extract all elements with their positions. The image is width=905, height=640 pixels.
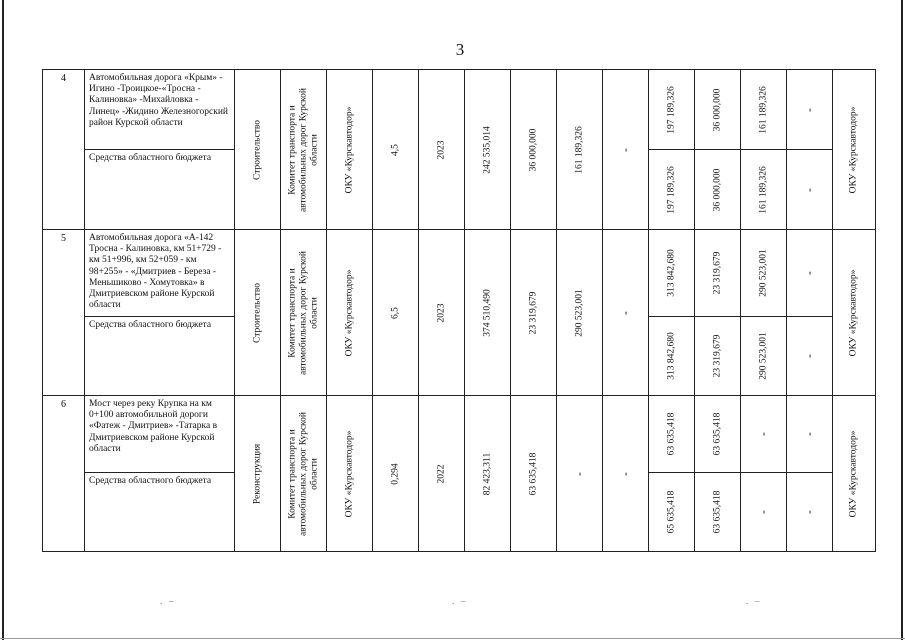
funding-col-b: 290 523,001	[573, 288, 584, 337]
object-name: Мост через реку Крупка на км 0+100 автомобильной дороги «Фатеж - Дмитриев» -Татарка в Дмитриевском районе Курской области	[85, 396, 235, 473]
funding-col-a-cell	[511, 70, 557, 230]
funding-source: Средства областного бюджета	[85, 473, 235, 552]
funding-source: Средства областного бюджета	[85, 317, 235, 396]
customer-cell	[281, 70, 327, 230]
budget-year-1-cell	[695, 317, 741, 396]
length-km-cell	[373, 230, 419, 396]
commission-year: 2023	[435, 303, 446, 322]
commission-year-cell	[419, 70, 465, 230]
commission-year: 2022	[435, 464, 446, 483]
page-edge-left	[2, 0, 4, 640]
budget-year-3: -	[803, 187, 816, 192]
funding-col-c-cell	[603, 70, 649, 230]
budget-year-2-cell	[741, 150, 787, 230]
plan-year-3-cell	[787, 396, 833, 473]
customer-cell	[281, 230, 327, 396]
funding-col-a-cell	[511, 396, 557, 552]
budget-year-1: 63 635,418	[711, 490, 722, 534]
budget-year-2-cell	[741, 473, 787, 552]
budget-total: 197 189,326	[665, 165, 676, 214]
funding-col-b-cell	[557, 396, 603, 552]
projects-table	[42, 69, 876, 552]
responsible-executor: ОКУ «Курскавтодор»	[848, 106, 859, 193]
funding-col-a: 63 635,418	[527, 452, 538, 495]
object-name: Автомобильная дорога «А-142 Тросна - Калиновка, км 51+729 - км 51+996, км 52+059 - км 98+255» - «Дмитриев - Береза - Меньшиково - Хомутовка» в Дмитриевском районе Курской области	[85, 230, 235, 317]
funding-col-a: 23 319,679	[527, 291, 538, 334]
responsible-cell	[833, 70, 876, 230]
scan-artifact: . –	[160, 596, 174, 606]
plan-year-2-cell	[741, 70, 787, 150]
table-row	[43, 230, 876, 317]
plan-year-1: 63 635,418	[711, 412, 722, 456]
work-type-cell	[235, 396, 281, 552]
plan-total: 313 842,680	[665, 249, 676, 297]
responsible-cell	[833, 230, 876, 396]
plan-year-1-cell	[695, 70, 741, 150]
work-type: Реконструкция	[251, 443, 262, 504]
length-km-cell	[373, 70, 419, 230]
row-number: 6	[43, 396, 85, 552]
work-type-cell	[235, 230, 281, 396]
customer: Комитет транспорта и автомобильных дорог Курской области	[287, 250, 319, 375]
budget-year-3: -	[803, 354, 816, 358]
plan-year-2: 290 523,001	[757, 249, 768, 297]
plan-total-cell	[649, 396, 695, 473]
executor: ОКУ «Курскавтодор»	[343, 106, 354, 193]
row-number: 5	[43, 230, 85, 396]
budget-total: 313 842,680	[665, 332, 676, 380]
plan-total: 197 189,326	[665, 85, 676, 134]
executor-cell	[327, 230, 373, 396]
funding-col-b-cell	[557, 70, 603, 230]
length-km: 4,5	[389, 143, 400, 156]
funding-col-c: -	[619, 147, 632, 152]
funding-source: Средства областного бюджета	[85, 150, 235, 230]
funding-col-a-cell	[511, 230, 557, 396]
responsible-executor: ОКУ «Курскавтодор»	[848, 269, 859, 356]
plan-total: 63 635,418	[665, 412, 676, 456]
budget-total: 65 635,418	[665, 490, 676, 534]
funding-col-a: 36 000,000	[527, 128, 538, 171]
length-km-cell	[373, 396, 419, 552]
plan-year-2-cell	[741, 396, 787, 473]
plan-year-3: -	[803, 432, 816, 436]
budget-year-1-cell	[695, 473, 741, 552]
object-name: Автомобильная дорога «Крым» - Игино -Троицкое-«Тросна - Калиновка» -Михайловка - Линец» -Жидино Железногорский район Курской области	[85, 70, 235, 150]
page-edge-right	[901, 0, 903, 640]
plan-year-3: -	[803, 271, 816, 275]
budget-year-1-cell	[695, 150, 741, 230]
plan-year-1: 36 000,000	[711, 88, 722, 131]
funding-col-c-cell	[603, 230, 649, 396]
budget-year-3: -	[803, 510, 816, 514]
scan-artifact: . –	[746, 596, 760, 606]
estimated-cost-cell	[465, 230, 511, 396]
table-row	[43, 396, 876, 473]
budget-total-cell	[649, 317, 695, 396]
table-row	[43, 70, 876, 150]
budget-year-1: 36 000,000	[711, 168, 722, 211]
funding-col-b-cell	[557, 230, 603, 396]
estimated-cost: 82 423,311	[481, 452, 492, 495]
executor-cell	[327, 70, 373, 230]
plan-year-2-cell	[741, 230, 787, 317]
estimated-cost: 242 535,014	[481, 125, 492, 174]
plan-year-1-cell	[695, 396, 741, 473]
work-type: Строительство	[251, 282, 262, 343]
customer-cell	[281, 396, 327, 552]
budget-year-2: 290 523,001	[757, 332, 768, 380]
funding-col-c: -	[619, 471, 632, 476]
responsible-cell	[833, 396, 876, 552]
funding-col-b: -	[573, 471, 586, 476]
budget-year-1: 23 319,679	[711, 334, 722, 378]
executor: ОКУ «Курскавтодор»	[343, 269, 354, 356]
funding-col-c: -	[619, 310, 632, 315]
budget-total-cell	[649, 473, 695, 552]
estimated-cost-cell	[465, 70, 511, 230]
budget-year-2-cell	[741, 317, 787, 396]
executor: ОКУ «Курскавтодор»	[343, 430, 354, 517]
work-type: Строительство	[251, 119, 262, 180]
commission-year-cell	[419, 396, 465, 552]
budget-total-cell	[649, 150, 695, 230]
budget-year-3-cell	[787, 473, 833, 552]
plan-year-2: -	[757, 432, 770, 436]
responsible-executor: ОКУ «Курскавтодор»	[848, 430, 859, 517]
executor-cell	[327, 396, 373, 552]
estimated-cost: 374 510,490	[481, 288, 492, 337]
plan-year-3-cell	[787, 70, 833, 150]
budget-year-3-cell	[787, 150, 833, 230]
plan-year-1-cell	[695, 230, 741, 317]
commission-year-cell	[419, 230, 465, 396]
customer: Комитет транспорта и автомобильных дорог Курской области	[287, 411, 319, 536]
page-edge-bottom	[0, 638, 905, 639]
customer: Комитет транспорта и автомобильных дорог Курской области	[287, 87, 319, 212]
plan-year-1: 23 319,679	[711, 251, 722, 295]
plan-total-cell	[649, 230, 695, 317]
commission-year: 2023	[435, 140, 446, 159]
plan-year-2: 161 189,326	[757, 85, 768, 134]
length-km: 6,5	[389, 306, 400, 319]
budget-year-2: 161 189,326	[757, 165, 768, 214]
funding-col-b: 161 189,326	[573, 125, 584, 174]
estimated-cost-cell	[465, 396, 511, 552]
plan-year-3-cell	[787, 230, 833, 317]
row-number: 4	[43, 70, 85, 230]
funding-col-c-cell	[603, 396, 649, 552]
scan-artifact: . –	[452, 596, 466, 606]
work-type-cell	[235, 70, 281, 230]
plan-year-3: -	[803, 107, 816, 112]
page-number: 3	[455, 40, 465, 59]
budget-year-2: -	[757, 510, 770, 514]
length-km: 0,294	[389, 462, 400, 485]
budget-year-3-cell	[787, 317, 833, 396]
plan-total-cell	[649, 70, 695, 150]
